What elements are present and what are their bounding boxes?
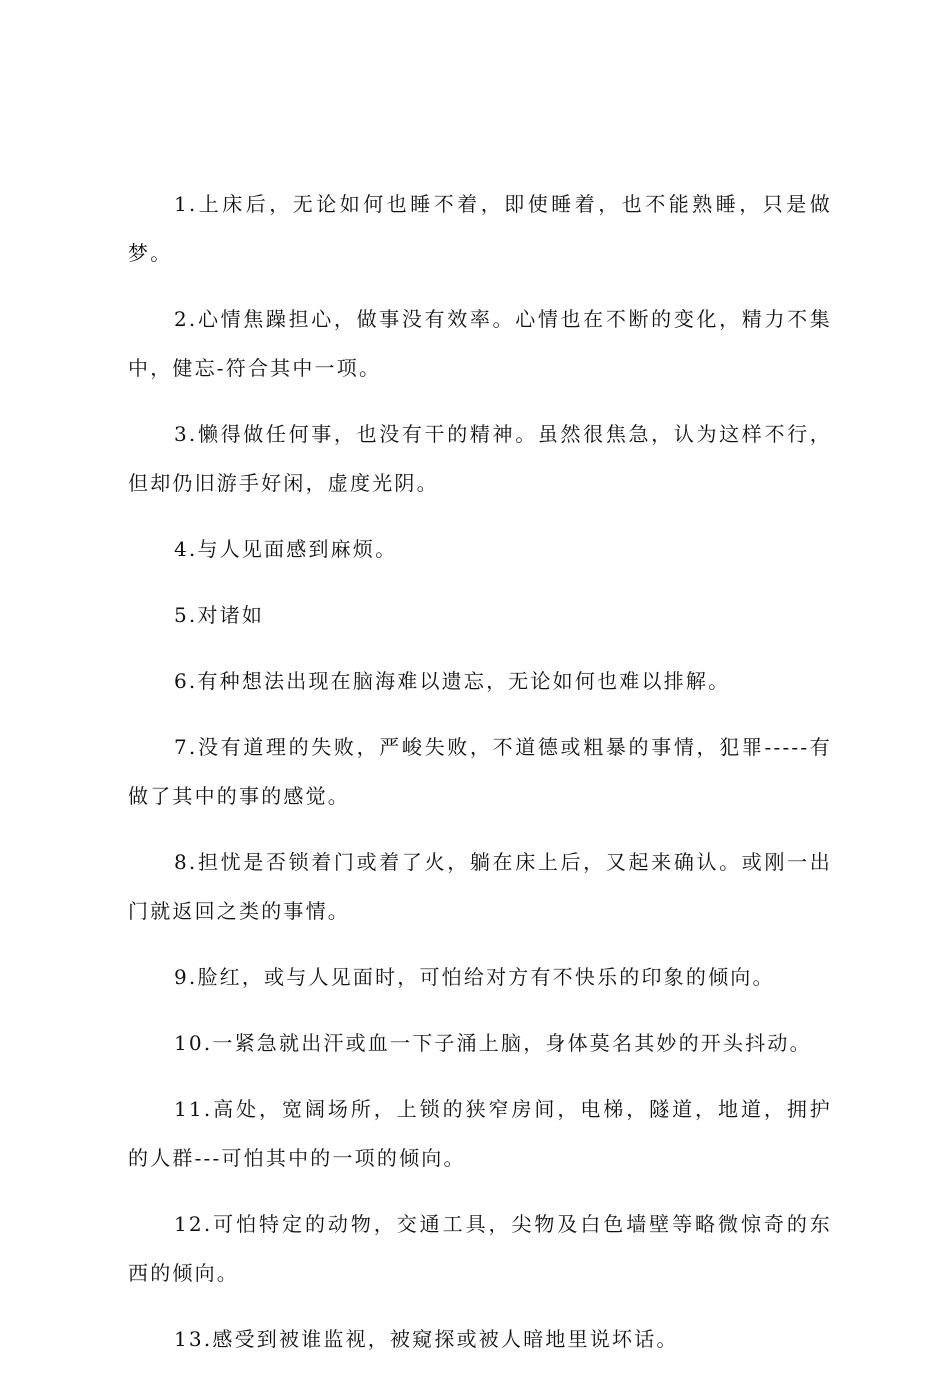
list-item-2: 2.心情焦躁担心，做事没有效率。心情也在不断的变化，精力不集中，健忘-符合其中一项。 (128, 307, 832, 380)
list-item-5: 5.对诸如 (174, 603, 265, 627)
list-item-10: 10.一紧急就出汗或血一下子涌上脑，身体莫名其妙的开头抖动。 (174, 1031, 812, 1055)
list-item-12: 12.可怕特定的动物，交通工具，尖物及白色墙壁等略微惊奇的东西的倾向。 (128, 1212, 832, 1285)
document-body (128, 180, 832, 1381)
list-item-1: 1.上床后，无论如何也睡不着，即使睡着，也不能熟睡，只是做梦。 (128, 192, 832, 265)
list-item-11: 11.高处，宽阔场所，上锁的狭窄房间，电梯，隧道，地道，拥护的人群---可怕其中的一项的倾向。 (128, 1097, 832, 1170)
list-item-4: 4.与人见面感到麻烦。 (174, 537, 398, 561)
list-item-8: 8.担忧是否锁着门或着了火，躺在床上后，又起来确认。或刚一出门就返回之类的事情。 (128, 850, 832, 923)
list-item-7: 7.没有道理的失败，严峻失败，不道德或粗暴的事情，犯罪-----有做了其中的事的感觉。 (128, 735, 832, 808)
list-item-6: 6.有种想法出现在脑海难以遗忘，无论如何也难以排解。 (174, 669, 731, 693)
list-item-3: 3.懒得做任何事，也没有干的精神。虽然很焦急，认为这样不行，但却仍旧游手好闲，虚度光阴。 (128, 422, 832, 495)
list-item-9: 9.脸红，或与人见面时，可怕给对方有不快乐的印象的倾向。 (174, 965, 775, 989)
list-item-13: 13.感受到被谁监视，被窥探或被人暗地里说坏话。 (174, 1327, 679, 1351)
